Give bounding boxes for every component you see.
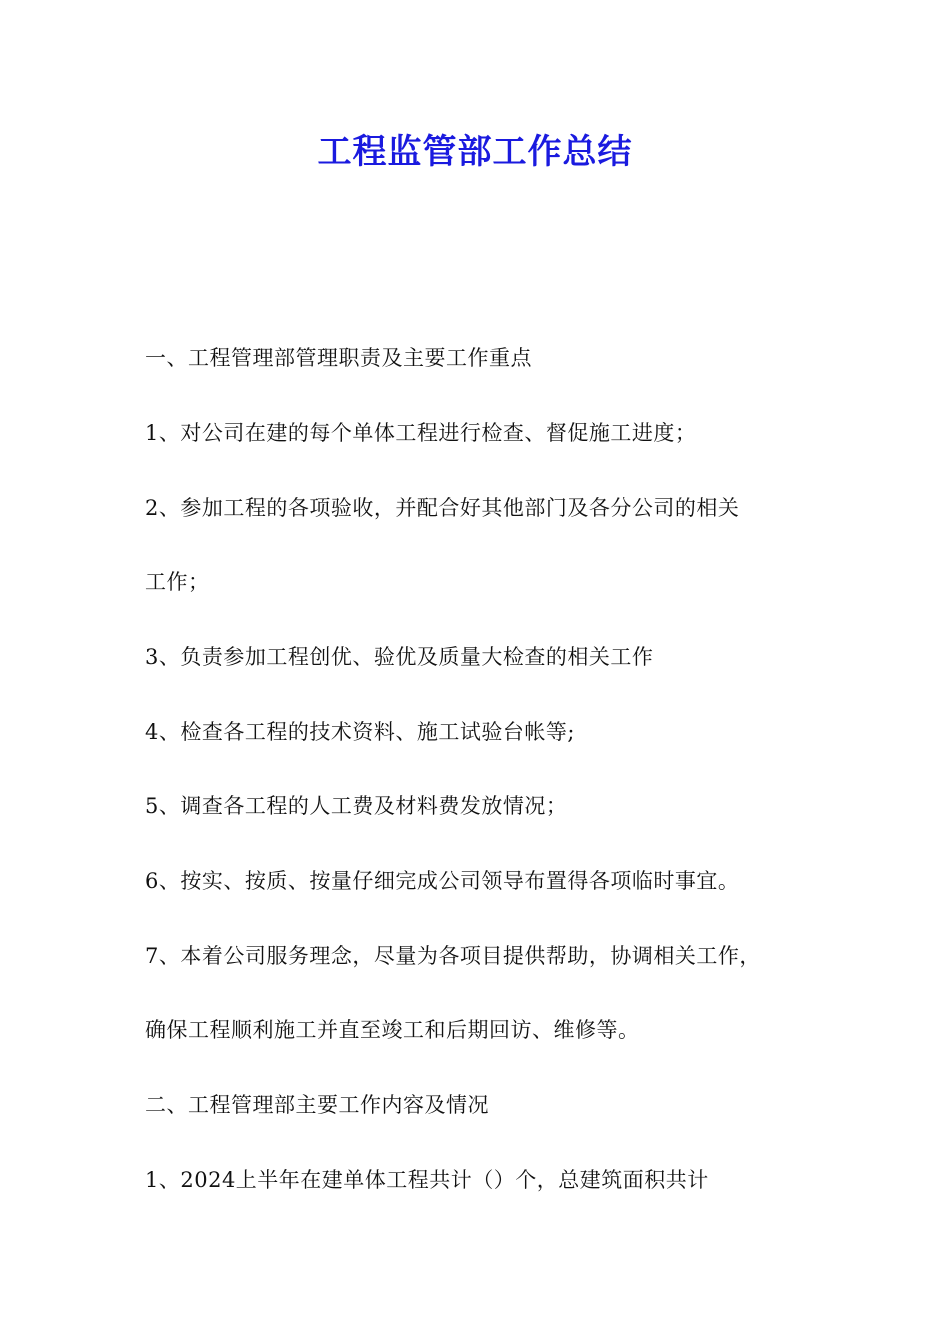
body-line: 7、本着公司服务理念，尽量为各项目提供帮助，协调相关工作，	[145, 944, 761, 968]
body-line: 2、参加工程的各项验收，并配合好其他部门及各分公司的相关	[145, 496, 740, 520]
body-line: 5、调查各工程的人工费及材料费发放情况；	[145, 794, 568, 818]
body-line: 6、按实、按质、按量仔细完成公司领导布置得各项临时事宜。	[145, 869, 740, 893]
document-title: 工程监管部工作总结	[317, 132, 633, 172]
section-heading-1: 一、工程管理部管理职责及主要工作重点	[145, 346, 532, 370]
body-line: 1、2024上半年在建单体工程共计（）个，总建筑面积共计	[145, 1168, 709, 1192]
body-line: 3、负责参加工程创优、验优及质量大检查的相关工作	[145, 645, 654, 669]
body-line: 工作；	[145, 570, 210, 594]
section-heading-2: 二、工程管理部主要工作内容及情况	[145, 1093, 489, 1117]
body-line: 1、对公司在建的每个单体工程进行检查、督促施工进度；	[145, 421, 697, 445]
body-line: 确保工程顺利施工并直至竣工和后期回访、维修等。	[145, 1018, 640, 1042]
body-line: 4、检查各工程的技术资料、施工试验台帐等;	[145, 720, 575, 744]
